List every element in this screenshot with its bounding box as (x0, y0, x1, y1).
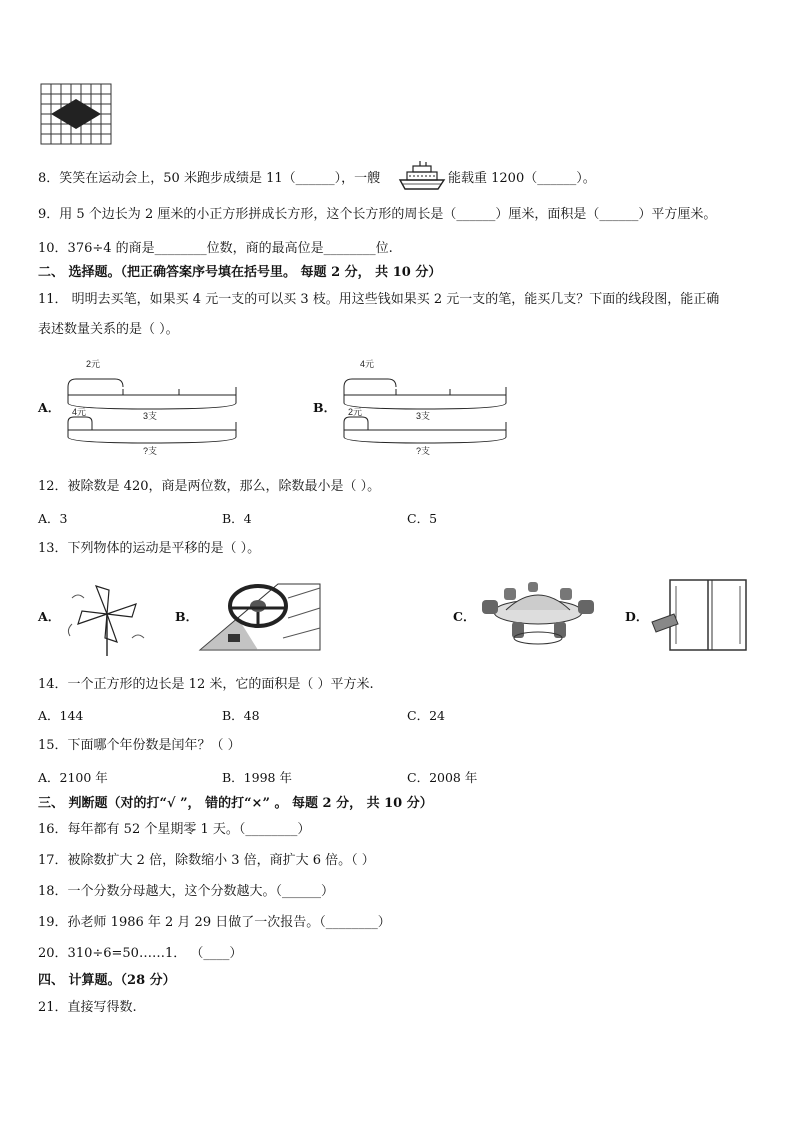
question-8 (38, 170, 380, 188)
question-18: 18．一个分数分母越大，这个分数越大。（______） (38, 884, 335, 899)
q12-option-a: A．3 (38, 511, 68, 526)
sliding-window-icon (648, 578, 750, 654)
q11-b-mid-label: 3支 (416, 411, 431, 421)
q14-option-b: B．48 (222, 708, 260, 723)
q11-a-mid-label: 3支 (143, 411, 158, 421)
question-11-line2: 表述数量关系的是（ ）。 (38, 322, 179, 337)
q15-option-b: B．1998 年 (222, 770, 292, 785)
q11-option-b-diagram (336, 355, 516, 460)
pinwheel-icon (62, 578, 152, 658)
question-10: 10．376÷4 的商是________位数，商的最高位是________位. (38, 241, 393, 256)
q11-b-top-label: 4元 (360, 359, 375, 369)
q14-option-a: A．144 (38, 708, 84, 723)
grid-diamond-figure (40, 83, 112, 145)
question-15: 15．下面哪个年份数是闰年？（ ） (38, 738, 241, 753)
q13-option-a-letter: A． (38, 609, 61, 624)
q8-text-pre: 8．笑笑在运动会上，50 米跑步成绩是 11（______），一艘 (38, 171, 381, 186)
section-4-heading: 四、 计算题。（28 分） (38, 973, 176, 988)
question-20: 20．310÷6=50……1． （____） (38, 946, 243, 961)
q12-option-c: C．5 (407, 511, 438, 526)
q11-option-b-letter: B． (313, 400, 337, 415)
q13-option-c-letter: C． (453, 609, 476, 624)
q11-option-a-diagram (60, 355, 240, 460)
q11-b-bottom-top-label: 2元 (348, 407, 363, 417)
q11-b-bottom-label: ?支 (416, 446, 431, 456)
carousel-ride-icon (476, 580, 601, 650)
q15-option-c: C．2008 年 (407, 770, 478, 785)
section-2-heading: 二、 选择题。（把正确答案序号填在括号里。 每题 2 分， 共 10 分） (38, 265, 442, 280)
q11-a-top-label: 2元 (86, 359, 101, 369)
q13-option-b-letter: B． (175, 609, 199, 624)
question-21: 21．直接写得数. (38, 1000, 137, 1015)
question-9: 9．用 5 个边长为 2 厘米的小正方形拼成长方形，这个长方形的周长是（______）厘米，面积是（______）平方厘米。 (38, 207, 717, 222)
q8-text-post: 能载重 1200（______）。 (448, 171, 596, 186)
q14-option-c: C．24 (407, 708, 445, 723)
q11-option-a-letter: A． (38, 400, 61, 415)
q15-option-a: A．2100 年 (38, 770, 108, 785)
question-19: 19．孙老师 1986 年 2 月 29 日做了一次报告。（________） (38, 915, 391, 930)
q13-option-d-letter: D． (625, 609, 649, 624)
question-11-line1: 11． 明明去买笔，如果买 4 元一支的可以买 3 枝。用这些钱如果买 2 元一支的笔，能买几支？下面的线段图，能正确 (38, 292, 720, 307)
question-16: 16．每年都有 52 个星期零 1 天。（________） (38, 822, 311, 837)
question-14: 14．一个正方形的边长是 12 米，它的面积是（ ）平方米. (38, 677, 374, 692)
question-13: 13．下列物体的运动是平移的是（ ）。 (38, 541, 261, 556)
q11-a-bottom-top-label: 4元 (72, 407, 87, 417)
question-17: 17．被除数扩大 2 倍，除数缩小 3 倍，商扩大 6 倍。（ ） (38, 853, 375, 868)
question-12: 12．被除数是 420，商是两位数，那么，除数最小是（ ）。 (38, 479, 381, 494)
q11-a-bottom-label: ?支 (143, 446, 158, 456)
section-3-heading: 三、 判断题（对的打“√ ”， 错的打“×” 。 每题 2 分， 共 10 分） (38, 796, 433, 811)
question-8-cont (448, 170, 596, 188)
ship-icon (398, 160, 446, 192)
steering-wheel-icon (198, 578, 323, 658)
q12-option-b: B．4 (222, 511, 252, 526)
